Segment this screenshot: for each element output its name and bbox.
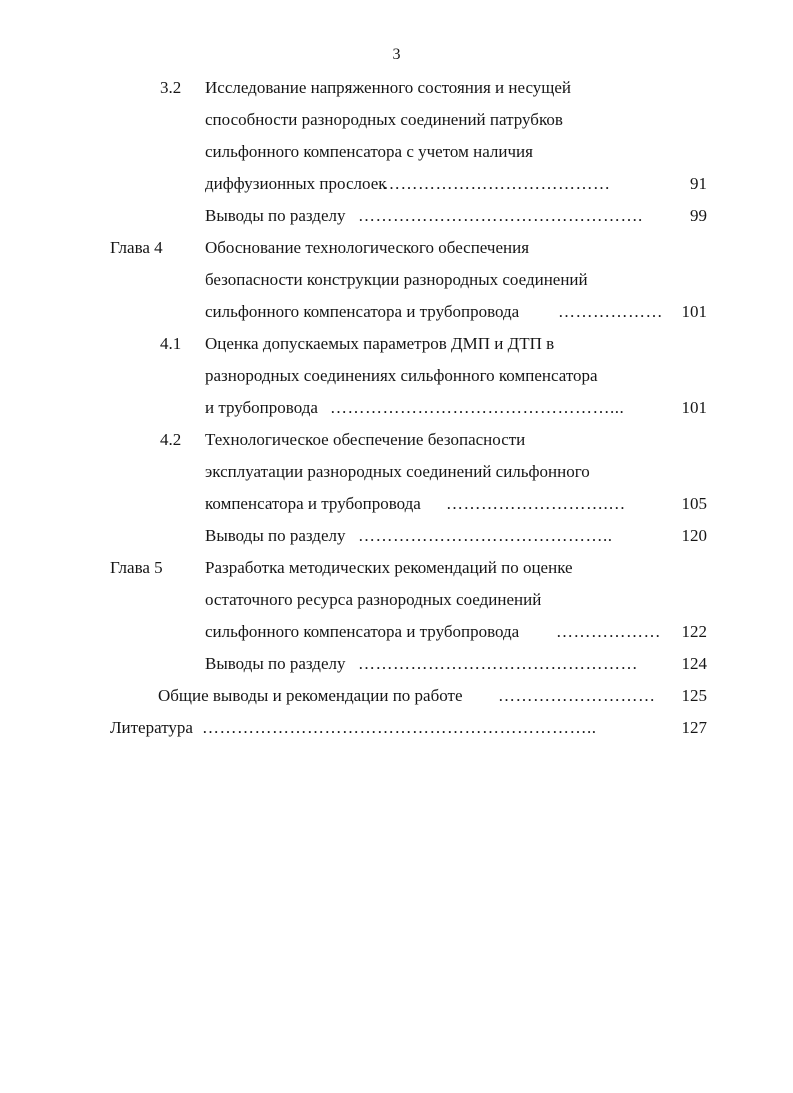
section-title: Оценка допускаемых параметров ДМП и ДТП в xyxy=(205,334,555,353)
page-ref: 105 xyxy=(681,494,707,513)
section-title: Общие выводы и рекомендации по работе xyxy=(158,686,463,705)
section-title: разнородных соединениях сильфонного компенсатора xyxy=(205,366,598,385)
section-title: сильфонного компенсатора и трубопровода xyxy=(205,302,520,321)
toc-line xyxy=(0,584,793,616)
page-ref: 101 xyxy=(681,302,707,321)
dot-leader: ………………………………… xyxy=(383,174,611,193)
toc-line xyxy=(0,552,793,584)
toc-line xyxy=(0,424,793,456)
page-ref: 91 xyxy=(690,174,707,193)
toc-line xyxy=(0,104,793,136)
toc-line xyxy=(0,168,793,200)
chapter-number: Глава 5 xyxy=(110,558,163,577)
dot-leader: ………………………………………… xyxy=(358,654,638,673)
page-ref: 122 xyxy=(681,622,707,641)
toc-line xyxy=(0,488,793,520)
dot-leader: ………………………………………………………….. xyxy=(202,718,597,737)
section-number: 4.1 xyxy=(160,334,182,353)
toc-line xyxy=(0,520,793,552)
section-title: остаточного ресурса разнородных соединений xyxy=(205,590,542,609)
section-title: Литература xyxy=(110,718,193,737)
section-title: безопасности конструкции разнородных соединений xyxy=(205,270,588,289)
section-title: сильфонного компенсатора с учетом наличия xyxy=(205,142,533,161)
dot-leader: ……………… xyxy=(556,622,661,641)
section-title: компенсатора и трубопровода xyxy=(205,494,421,513)
dot-leader: ……………………… xyxy=(498,686,656,705)
page-ref: 99 xyxy=(690,206,707,225)
dot-leader: …………………………………………. xyxy=(358,206,643,225)
section-title: способности разнородных соединений патрубков xyxy=(205,110,563,129)
toc-line xyxy=(0,648,793,680)
section-title: Технологическое обеспечение безопасности xyxy=(205,430,526,449)
toc-line xyxy=(0,136,793,168)
dot-leader: ……………… xyxy=(558,302,663,321)
toc-line xyxy=(0,712,793,744)
page-ref: 101 xyxy=(681,398,707,417)
section-title: сильфонного компенсатора и трубопровода xyxy=(205,622,520,641)
toc-line xyxy=(0,392,793,424)
toc-line xyxy=(0,232,793,264)
section-title: Разработка методических рекомендаций по оценке xyxy=(205,558,573,577)
section-title: Выводы по разделу xyxy=(205,654,346,673)
section-title: диффузионных прослоек xyxy=(205,174,387,193)
toc-line xyxy=(0,72,793,104)
section-title: Выводы по разделу xyxy=(205,206,346,225)
toc-line xyxy=(0,200,793,232)
toc-line xyxy=(0,296,793,328)
toc-line xyxy=(0,456,793,488)
section-title: Исследование напряженного состояния и несущей xyxy=(205,78,572,97)
section-number: 4.2 xyxy=(160,430,182,449)
section-title: Обоснование технологического обеспечения xyxy=(205,238,530,257)
section-title: и трубопровода xyxy=(205,398,318,417)
toc-line xyxy=(0,616,793,648)
chapter-number: Глава 4 xyxy=(110,238,163,257)
toc-line xyxy=(0,264,793,296)
toc-line xyxy=(0,360,793,392)
page-ref: 127 xyxy=(681,718,707,737)
toc-line xyxy=(0,680,793,712)
page-ref: 125 xyxy=(681,686,707,705)
dot-leader: …………………………………………... xyxy=(330,398,625,417)
section-title: Выводы по разделу xyxy=(205,526,346,545)
page-ref: 124 xyxy=(681,654,707,673)
section-number: 3.2 xyxy=(160,78,182,97)
page-number: 3 xyxy=(392,46,401,63)
section-title: эксплуатации разнородных соединений сильфонного xyxy=(205,462,590,481)
dot-leader: …………………………………….. xyxy=(358,526,613,545)
toc-line xyxy=(0,328,793,360)
dot-leader: ……………………….… xyxy=(446,494,626,513)
page-ref: 120 xyxy=(681,526,707,545)
